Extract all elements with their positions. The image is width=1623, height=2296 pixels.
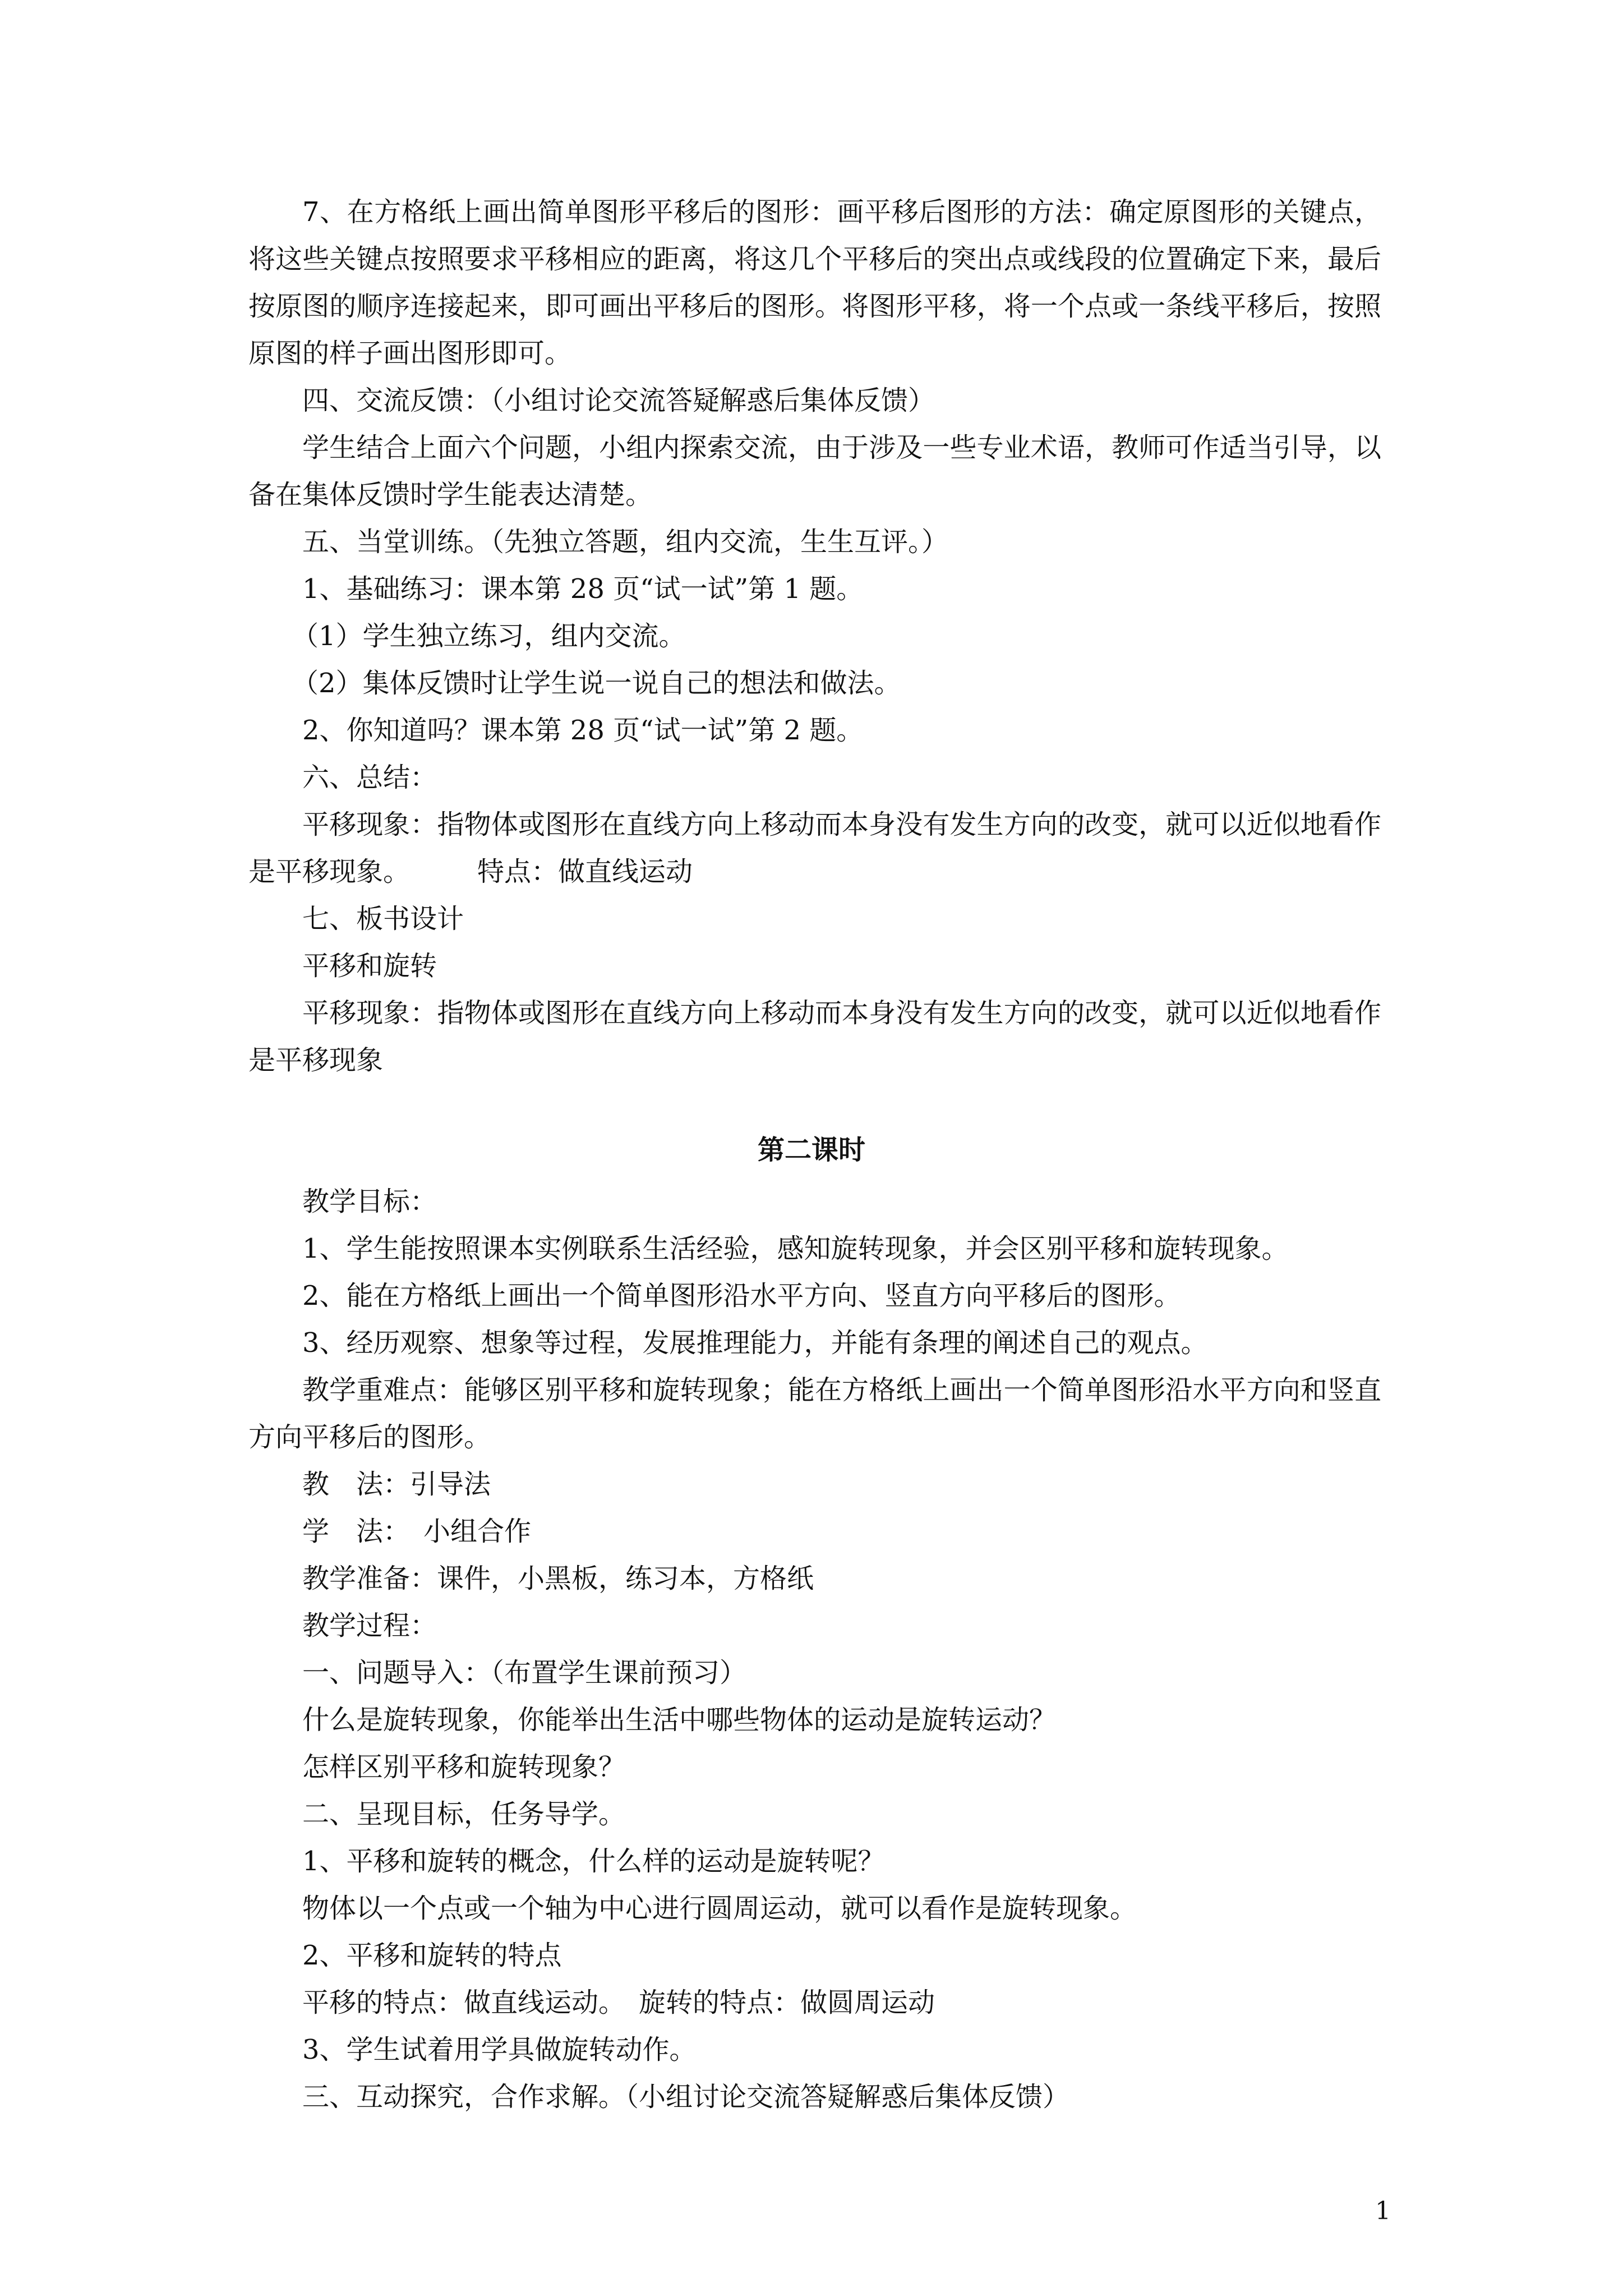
- question-1: 什么是旋转现象，你能举出生活中哪些物体的运动是旋转运动？: [302, 1704, 1057, 1736]
- heading-practice: 五、当堂训练。（先独立答题，组内交流，生生互评。）: [302, 526, 949, 558]
- key-points: 教学重难点：能够区别平移和旋转现象；能在方格纸上画出一个简单图形沿水平方向和竖直方向平移后的图形。: [248, 1374, 1381, 1453]
- paragraph-step-7: 7、在方格纸上画出简单图形平移后的图形：画平移后图形的方法：确定原图形的关键点，将这些关键点按照要求平移相应的距离，将这几个平移后的突出点或线段的位置确定下来，最后按原图的顺序连接起来，即可画出平移后的图形。将图形平移，将一个点或一条线平移后，按照原图的样子画出图形即可。: [248, 196, 1381, 369]
- concept-2: 2、平移和旋转的特点: [302, 1940, 562, 1971]
- concept-1-answer: 物体以一个点或一个轴为中心进行圆周运动，就可以看作是旋转现象。: [302, 1893, 1137, 1924]
- page-number: 1: [1375, 2197, 1391, 2225]
- step-3-heading: 三、互动探究，合作求解。（小组讨论交流答疑解惑后集体反馈）: [302, 2081, 1070, 2113]
- paragraph-feedback: 学生结合上面六个问题，小组内探索交流，由于涉及一些专业术语，教师可作适当引导，以备在集体反馈时学生能表达清楚。: [248, 432, 1381, 510]
- preparation: 教学准备：课件，小黑板，练习本，方格纸: [302, 1563, 814, 1594]
- heading-board-design: 七、板书设计: [302, 903, 464, 935]
- heading-summary: 六、总结：: [302, 762, 437, 793]
- paragraph-summary: 平移现象：指物体或图形在直线方向上移动而本身没有发生方向的改变，就可以近似地看作是平移现象。 特点：做直线运动: [248, 809, 1381, 887]
- concept-1: 1、平移和旋转的概念，什么样的运动是旋转呢？: [302, 1846, 885, 1877]
- learning-method: 学 法： 小组合作: [302, 1516, 532, 1547]
- concept-3: 3、学生试着用学具做旋转动作。: [302, 2034, 697, 2065]
- lesson-title: 第二课时: [757, 1134, 865, 1166]
- step-2-heading: 二、呈现目标，任务导学。: [302, 1798, 626, 1830]
- process-label: 教学过程：: [302, 1610, 437, 1641]
- step-1-heading: 一、问题导入：（布置学生课前预习）: [302, 1657, 747, 1688]
- board-text: 平移现象：指物体或图形在直线方向上移动而本身没有发生方向的改变，就可以近似地看作是平移现象: [248, 997, 1381, 1076]
- goal-1: 1、学生能按照课本实例联系生活经验，感知旋转现象，并会区别平移和旋转现象。: [302, 1233, 1289, 1264]
- exercise-2: 2、你知道吗？课本第 28 页“试一试”第 2 题。: [302, 715, 864, 746]
- goal-2: 2、能在方格纸上画出一个简单图形沿水平方向、竖直方向平移后的图形。: [302, 1280, 1181, 1312]
- heading-feedback: 四、交流反馈：（小组讨论交流答疑解惑后集体反馈）: [302, 385, 935, 416]
- board-title: 平移和旋转: [302, 950, 437, 982]
- concept-2-answer: 平移的特点：做直线运动。 旋转的特点：做圆周运动: [302, 1987, 935, 2018]
- exercise-1: 1、基础练习：课本第 28 页“试一试”第 1 题。: [302, 573, 864, 605]
- exercise-1-item-2: （2）集体反馈时让学生说一说自己的想法和做法。: [292, 668, 901, 699]
- exercise-1-item-1: （1）学生独立练习，组内交流。: [292, 620, 686, 652]
- goal-3: 3、经历观察、想象等过程，发展推理能力，并能有条理的阐述自己的观点。: [302, 1327, 1208, 1359]
- teaching-method: 教 法：引导法: [302, 1469, 491, 1500]
- question-2: 怎样区别平移和旋转现象？: [302, 1751, 626, 1783]
- goals-label: 教学目标：: [302, 1186, 437, 1217]
